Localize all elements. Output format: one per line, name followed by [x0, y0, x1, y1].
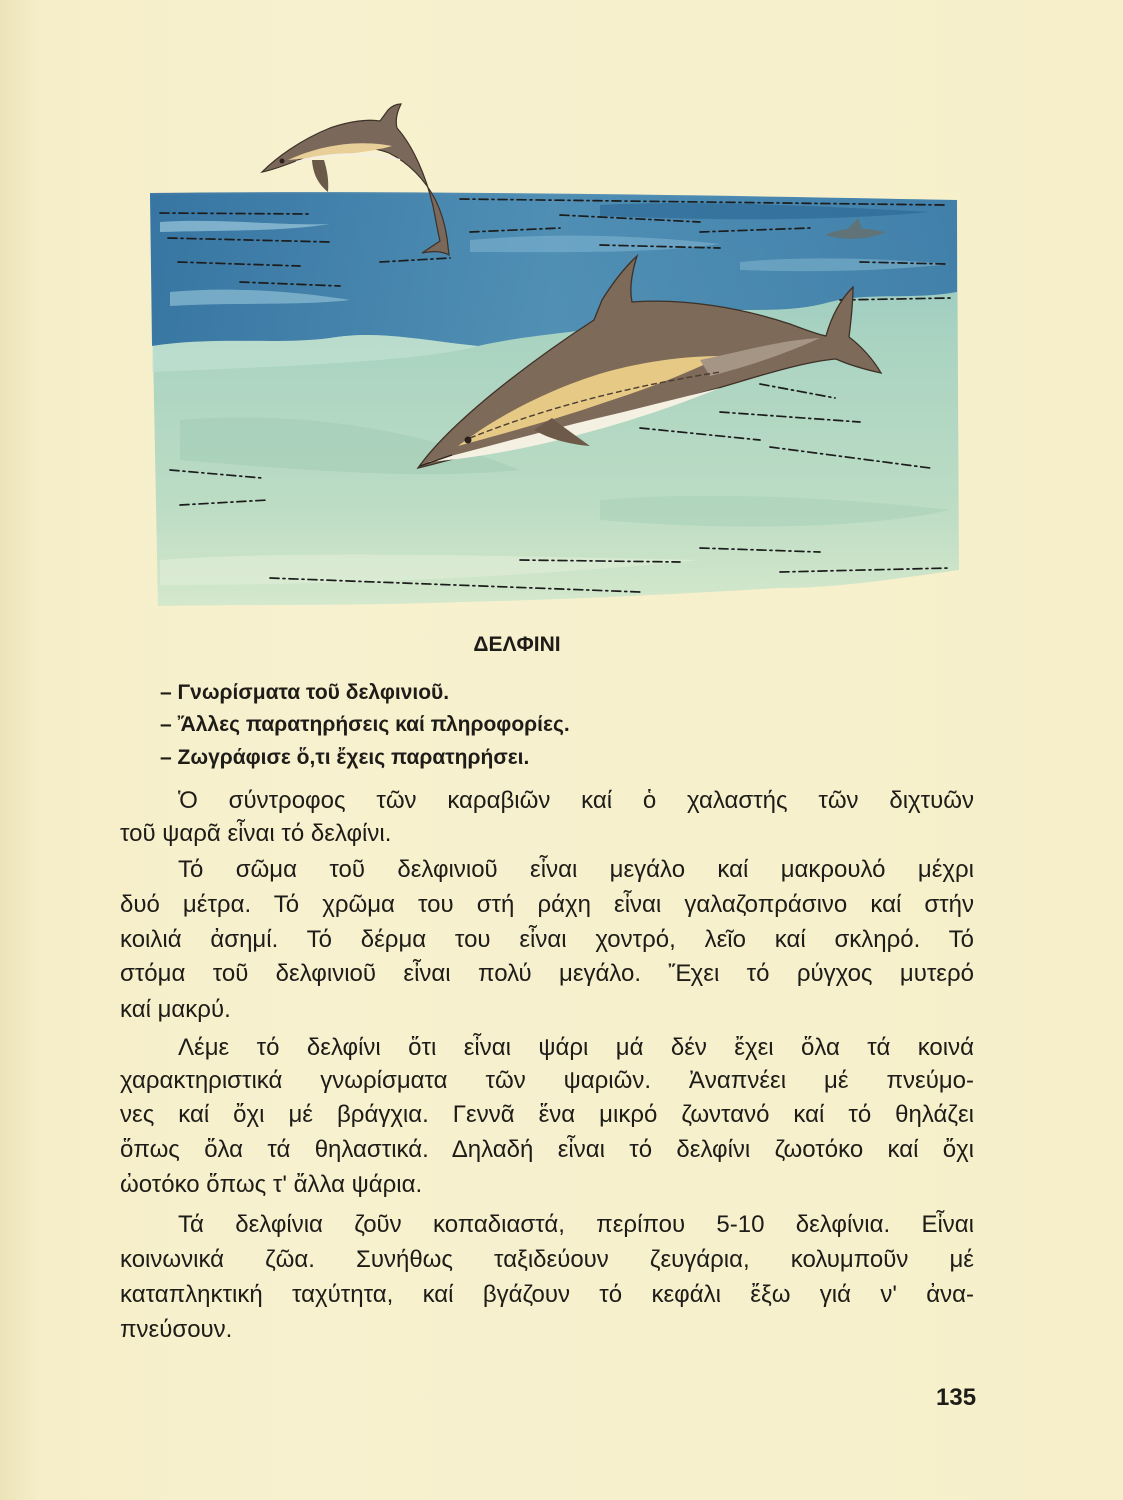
paragraph-3-line-4: ὅπως ὅλα τά θηλαστικά. Δηλαδή εἶναι τό δελφίνι ζωοτόκο καί ὄχι — [120, 1136, 974, 1163]
paragraph-2-line-3: κοιλιά ἀσημί. Τό δέρμα του εἶναι χοντρό, λεῖο καί σκληρό. Τό — [120, 926, 974, 953]
paragraph-3-line-2: χαρακτηριστικά γνωρίσματα τῶν ψαριῶν. Ἀναπνέει μέ πνεύμο- — [120, 1067, 974, 1094]
paragraph-4-line-4: πνεύσουν. — [120, 1316, 233, 1343]
paragraph-3-line-5: ὠοτόκο ὅπως τ' ἄλλα ψάρια. — [120, 1171, 423, 1198]
paragraph-2-line-4: στόμα τοῦ δελφινιοῦ εἶναι πολύ μεγάλο. Ἔχει τό ρύγχος μυτερό — [120, 960, 974, 987]
paragraph-4-line-2: κοινωνικά ζῶα. Συνήθως ταξιδεύουν ζευγάρια, κολυμποῦν μέ — [120, 1246, 974, 1273]
dolphin-illustration — [0, 0, 1123, 620]
page-number: 135 — [936, 1384, 977, 1411]
paragraph-2-line-2: δυό μέτρα. Τό χρῶμα του στή ράχη εἶναι γαλαζοπράσινο καί στήν — [120, 891, 974, 918]
task-item-3: – Ζωγράφισε ὅ,τι ἔχεις παρατηρήσει. — [160, 746, 530, 769]
page-title: ΔΕΛΦΙΝΙ — [473, 633, 561, 656]
paragraph-4-line-1: Τά δελφίνια ζοῦν κοπαδιαστά, περίπου 5-10 δελφίνια. Εἶναι — [178, 1211, 974, 1238]
paragraph-4-line-3: καταπληκτική ταχύτητα, καί βγάζουν τό κεφάλι ἔξω γιά ν' ἀνα- — [120, 1281, 974, 1308]
paragraph-3-line-1: Λέμε τό δελφίνι ὅτι εἶναι ψάρι μά δέν ἔχει ὅλα τά κοινά — [178, 1034, 974, 1061]
paragraph-2-line-1: Τό σῶμα τοῦ δελφινιοῦ εἶναι μεγάλο καί μακρουλό μέχρι — [178, 856, 974, 883]
paragraph-1-line-2: τοῦ ψαρᾶ εἶναι τό δελφίνι. — [120, 820, 392, 847]
task-item-2: – Ἄλλες παρατηρήσεις καί πληροφορίες. — [160, 713, 570, 736]
paragraph-2-line-5: καί μακρύ. — [120, 996, 231, 1023]
paragraph-1-line-1: Ὁ σύντροφος τῶν καραβιῶν καί ὁ χαλαστής τῶν διχτυῶν — [178, 787, 974, 814]
paragraph-3-line-3: νες καί ὄχι μέ βράγχια. Γεννᾶ ἕνα μικρό ζωντανό καί τό θηλάζει — [120, 1101, 974, 1128]
task-item-1: – Γνωρίσματα τοῦ δελφινιοῦ. — [160, 681, 450, 704]
